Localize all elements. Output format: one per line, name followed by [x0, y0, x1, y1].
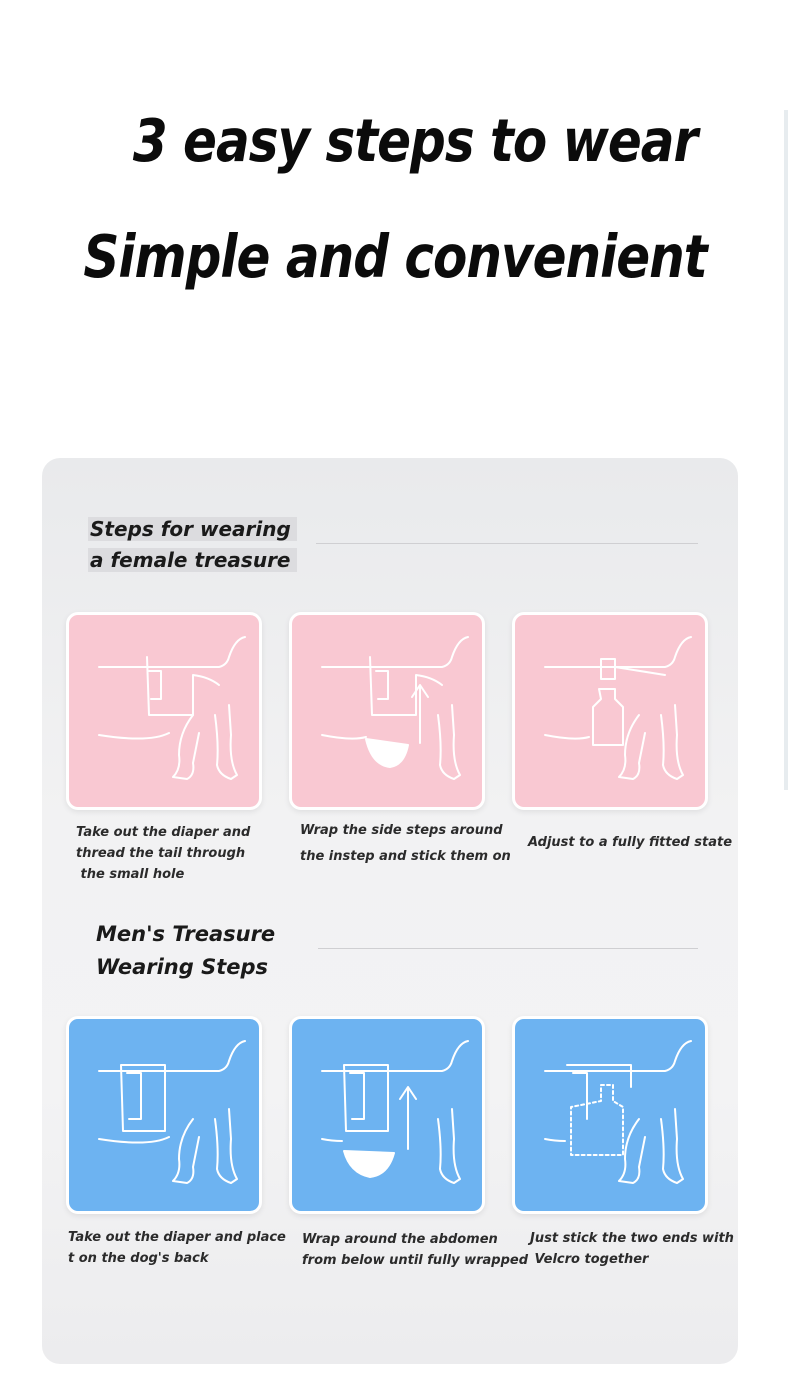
male-step-1-caption: Take out the diaper and place t on the dog's back [68, 1230, 286, 1266]
wrap-up-arrow-icon [292, 615, 482, 807]
headline-subtitle: Simple and convenient [83, 222, 707, 292]
male-title-line1: Men's Treasure [96, 922, 276, 946]
female-step-2-caption: Wrap the side steps around the instep and stick them on [300, 823, 511, 864]
male-title-line2: Wearing Steps [96, 955, 269, 979]
male-step-2-caption: Wrap around the abdomen from below until fully wrapped [302, 1232, 529, 1268]
female-step-1-card [66, 612, 262, 810]
male-step-2-card [289, 1016, 485, 1214]
female-step-1-caption: Take out the diaper and thread the tail through the small hole [76, 825, 251, 882]
velcro-closed-icon [515, 1019, 705, 1211]
female-title-line1: Steps for wearing [88, 517, 297, 541]
female-step-3-caption: Adjust to a fully fitted state [528, 835, 733, 850]
male-step-3-caption: Just stick the two ends with Velcro together [530, 1231, 734, 1267]
female-section-title [88, 514, 297, 576]
male-step-3-card [512, 1016, 708, 1214]
diaper-tail-hole-icon [69, 615, 259, 807]
male-section-title [96, 918, 275, 984]
wrap-abdomen-arrow-icon [292, 1019, 482, 1211]
female-divider [316, 543, 698, 544]
fitted-diaper-icon [515, 615, 705, 807]
headline-title: 3 easy steps to wear [132, 106, 698, 176]
male-divider [318, 948, 698, 949]
edge-strip [784, 110, 788, 790]
male-step-1-card [66, 1016, 262, 1214]
female-step-3-card [512, 612, 708, 810]
belly-band-on-back-icon [69, 1019, 259, 1211]
female-title-line2: a female treasure [88, 548, 297, 572]
female-step-2-card [289, 612, 485, 810]
